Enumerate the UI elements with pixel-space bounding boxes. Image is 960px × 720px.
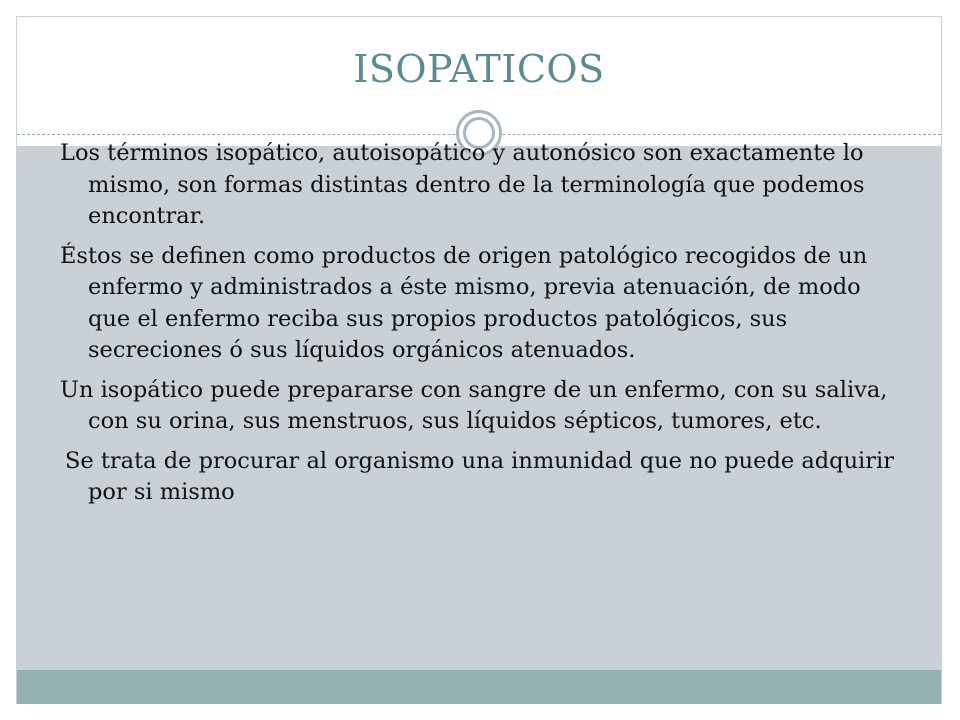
footer-bar	[17, 670, 941, 704]
body-paragraph-3: Un isopático puede prepararse con sangre de un enfermo, con su saliva, con su orina, sus menstruos, sus líquidos sépticos, tumores, etc.	[60, 376, 888, 434]
slide-title: ISOPATICOS	[353, 47, 605, 91]
body-paragraph-1: Los términos isopático, autoisopático y autonósico son exactamente lo mismo, son formas distintas dentro de la terminología que podemos encontrar.	[60, 140, 865, 229]
body-paragraph-4: Se trata de procurar al organismo una inmunidad que no puede adquirir por si mismo	[65, 447, 894, 505]
slide-body	[60, 138, 900, 517]
body-paragraph-2: Éstos se definen como productos de origen patológico recogidos de un enfermo y administrados a éste mismo, previa atenuación, de modo que el enfermo reciba sus propios productos patológicos, sus secreciones ó sus líquidos orgánicos atenuados.	[60, 242, 868, 363]
